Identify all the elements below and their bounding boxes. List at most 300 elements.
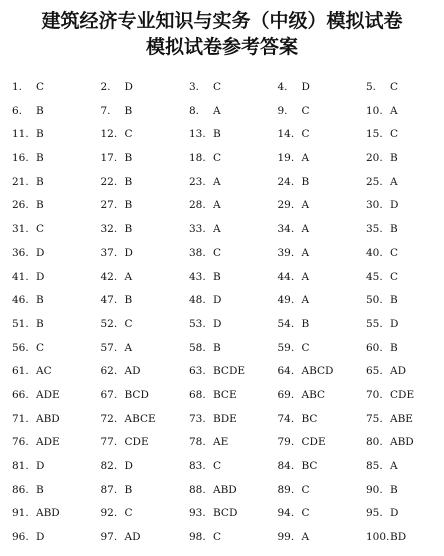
answer-item bbox=[189, 127, 271, 141]
answer-item bbox=[189, 341, 271, 355]
question-number: 2. bbox=[100, 81, 111, 93]
question-number: 80. bbox=[366, 436, 383, 449]
question-number: 25. bbox=[366, 175, 383, 188]
question-number: 77. bbox=[100, 436, 118, 449]
answer-item bbox=[101, 80, 183, 94]
answer-row bbox=[12, 80, 444, 104]
answer-item bbox=[101, 198, 183, 212]
answer-item bbox=[278, 151, 360, 165]
answer-item bbox=[12, 175, 94, 189]
answer-value: B bbox=[390, 341, 398, 354]
question-number: 59. bbox=[277, 341, 295, 354]
question-number: 100. bbox=[366, 531, 390, 544]
question-number: 38. bbox=[189, 246, 206, 259]
question-number: 66. bbox=[12, 388, 29, 401]
answer-value: D bbox=[124, 460, 133, 472]
answer-item bbox=[189, 151, 271, 165]
answer-item bbox=[189, 530, 271, 544]
answer-item bbox=[12, 80, 94, 94]
answer-item bbox=[278, 270, 360, 284]
answer-value: C bbox=[301, 507, 310, 520]
answer-value: A bbox=[301, 246, 310, 259]
answer-item bbox=[101, 388, 183, 402]
question-number: 81. bbox=[12, 460, 29, 472]
answer-value: B bbox=[36, 175, 44, 188]
answer-item bbox=[366, 270, 444, 284]
question-number: 79. bbox=[277, 436, 295, 449]
answer-item bbox=[278, 364, 360, 378]
answer-item bbox=[366, 459, 444, 473]
question-number: 40. bbox=[366, 246, 383, 259]
document-subtitle: 模拟试卷参考答案 bbox=[145, 36, 298, 58]
question-number: 46. bbox=[12, 294, 29, 307]
answer-value: BD bbox=[390, 531, 407, 544]
answer-item bbox=[278, 175, 360, 189]
question-number: 11. bbox=[12, 128, 29, 141]
answer-item bbox=[189, 364, 271, 378]
answer-item bbox=[278, 317, 360, 331]
question-number: 62. bbox=[100, 365, 118, 378]
question-number: 72. bbox=[100, 412, 118, 425]
question-number: 13. bbox=[189, 128, 206, 141]
answer-item bbox=[12, 246, 94, 260]
answer-row bbox=[12, 435, 444, 459]
answer-item bbox=[101, 459, 183, 473]
answer-grid bbox=[12, 80, 444, 554]
answer-item bbox=[12, 506, 94, 520]
answer-item bbox=[12, 198, 94, 212]
answer-item bbox=[12, 435, 94, 449]
answer-item bbox=[101, 104, 183, 118]
answer-item bbox=[101, 412, 183, 426]
answer-item bbox=[101, 127, 183, 141]
answer-value: C bbox=[36, 81, 45, 93]
answer-value: BC bbox=[301, 460, 318, 472]
answer-item bbox=[189, 293, 271, 307]
answer-item bbox=[101, 151, 183, 165]
question-number: 89. bbox=[277, 483, 295, 496]
question-number: 33. bbox=[189, 223, 206, 236]
answer-item bbox=[189, 435, 271, 449]
question-number: 93. bbox=[189, 507, 206, 520]
answer-value: B bbox=[124, 152, 133, 165]
question-number: 48. bbox=[189, 294, 206, 307]
answer-item bbox=[101, 293, 183, 307]
document-header bbox=[0, 8, 444, 60]
answer-item bbox=[366, 222, 444, 236]
answer-value: C bbox=[213, 81, 222, 93]
answer-value: B bbox=[301, 317, 310, 330]
answer-item bbox=[366, 412, 444, 426]
question-number: 31. bbox=[12, 223, 29, 236]
answer-value: D bbox=[124, 81, 133, 93]
answer-value: ABCE bbox=[124, 412, 156, 425]
answer-item bbox=[278, 104, 360, 118]
question-number: 12. bbox=[100, 128, 118, 141]
answer-value: AD bbox=[390, 365, 407, 378]
answer-value: ABD bbox=[36, 507, 60, 520]
answer-value: BCE bbox=[213, 388, 237, 401]
answer-value: A bbox=[301, 270, 310, 283]
question-number: 50. bbox=[366, 294, 383, 307]
answer-value: B bbox=[390, 223, 398, 236]
answer-item bbox=[278, 530, 360, 544]
answer-item bbox=[278, 127, 360, 141]
question-number: 36. bbox=[12, 246, 29, 259]
answer-item bbox=[366, 530, 444, 544]
answer-value: C bbox=[124, 507, 133, 520]
answer-value: ABC bbox=[301, 388, 326, 401]
answer-value: BCD bbox=[124, 388, 149, 401]
question-number: 64. bbox=[277, 365, 295, 378]
question-number: 18. bbox=[189, 152, 206, 165]
question-number: 88. bbox=[189, 483, 206, 496]
answer-value: B bbox=[390, 294, 398, 307]
answer-value: B bbox=[36, 294, 44, 307]
answer-item bbox=[278, 80, 360, 94]
answer-item bbox=[12, 127, 94, 141]
answer-item bbox=[12, 412, 94, 426]
answer-value: A bbox=[301, 531, 310, 544]
answer-value: A bbox=[301, 223, 310, 236]
question-number: 41. bbox=[12, 270, 29, 283]
answer-item bbox=[278, 293, 360, 307]
answer-value: ADE bbox=[36, 436, 60, 449]
answer-item bbox=[12, 104, 94, 118]
answer-row bbox=[12, 530, 444, 554]
question-number: 28. bbox=[189, 199, 206, 212]
answer-value: AD bbox=[124, 365, 141, 378]
answer-item bbox=[189, 270, 271, 284]
answer-value: C bbox=[213, 460, 222, 472]
answer-value: D bbox=[36, 531, 45, 544]
answer-row bbox=[12, 198, 444, 222]
answer-item bbox=[278, 435, 360, 449]
answer-item bbox=[366, 104, 444, 118]
answer-value: B bbox=[390, 483, 398, 496]
question-number: 84. bbox=[277, 460, 295, 472]
answer-value: BCDE bbox=[213, 365, 246, 378]
answer-value: C bbox=[390, 128, 399, 141]
question-number: 91. bbox=[12, 507, 29, 520]
answer-value: ABD bbox=[213, 483, 237, 496]
question-number: 96. bbox=[12, 531, 29, 544]
answer-item bbox=[12, 364, 94, 378]
question-number: 65. bbox=[366, 365, 383, 378]
answer-item bbox=[366, 127, 444, 141]
answer-item bbox=[12, 151, 94, 165]
question-number: 98. bbox=[189, 531, 206, 544]
question-number: 29. bbox=[277, 199, 295, 212]
answer-value: B bbox=[36, 104, 44, 117]
answer-item bbox=[189, 483, 271, 497]
answer-item bbox=[189, 388, 271, 402]
answer-value: AC bbox=[36, 365, 52, 378]
answer-item bbox=[101, 530, 183, 544]
answer-item bbox=[101, 222, 183, 236]
question-number: 5. bbox=[366, 81, 377, 93]
question-number: 43. bbox=[189, 270, 206, 283]
answer-value: D bbox=[390, 317, 399, 330]
question-number: 19. bbox=[277, 152, 295, 165]
question-number: 71. bbox=[12, 412, 29, 425]
answer-item bbox=[278, 222, 360, 236]
answer-row bbox=[12, 175, 444, 199]
answer-value: CDE bbox=[390, 388, 415, 401]
question-number: 1. bbox=[12, 81, 23, 93]
answer-item bbox=[101, 341, 183, 355]
answer-value: CDE bbox=[124, 436, 149, 449]
question-number: 9. bbox=[277, 104, 288, 117]
question-number: 24. bbox=[277, 175, 295, 188]
answer-value: D bbox=[36, 246, 45, 259]
answer-item bbox=[366, 317, 444, 331]
answer-item bbox=[101, 483, 183, 497]
answer-item bbox=[101, 270, 183, 284]
answer-item bbox=[189, 198, 271, 212]
answer-value: BDE bbox=[213, 412, 237, 425]
answer-row bbox=[12, 222, 444, 246]
question-number: 21. bbox=[12, 175, 29, 188]
question-number: 67. bbox=[100, 388, 118, 401]
answer-value: C bbox=[213, 246, 222, 259]
answer-value: D bbox=[390, 507, 399, 520]
answer-value: B bbox=[36, 152, 44, 165]
answer-value: C bbox=[301, 128, 310, 141]
answer-item bbox=[189, 412, 271, 426]
question-number: 22. bbox=[100, 175, 118, 188]
question-number: 10. bbox=[366, 104, 383, 117]
question-number: 82. bbox=[100, 460, 118, 472]
question-number: 37. bbox=[100, 246, 118, 259]
answer-value: C bbox=[301, 341, 310, 354]
answer-value: A bbox=[124, 270, 133, 283]
question-number: 39. bbox=[277, 246, 295, 259]
answer-value: D bbox=[213, 294, 222, 307]
answer-value: C bbox=[36, 341, 45, 354]
answer-row bbox=[12, 388, 444, 412]
question-number: 68. bbox=[189, 388, 206, 401]
answer-item bbox=[189, 80, 271, 94]
answer-item bbox=[366, 435, 444, 449]
answer-value: A bbox=[213, 199, 221, 212]
answer-value: AD bbox=[124, 531, 141, 544]
answer-item bbox=[366, 364, 444, 378]
answer-value: D bbox=[36, 270, 45, 283]
answer-value: AE bbox=[213, 436, 229, 449]
question-number: 60. bbox=[366, 341, 383, 354]
answer-value: A bbox=[213, 175, 221, 188]
answer-item bbox=[366, 293, 444, 307]
answer-item bbox=[366, 506, 444, 520]
question-number: 63. bbox=[189, 365, 206, 378]
answer-value: C bbox=[124, 317, 133, 330]
question-number: 45. bbox=[366, 270, 383, 283]
question-number: 55. bbox=[366, 317, 383, 330]
answer-row bbox=[12, 364, 444, 388]
answer-item bbox=[189, 104, 271, 118]
answer-value: D bbox=[213, 317, 222, 330]
answer-value: A bbox=[301, 294, 310, 307]
question-number: 20. bbox=[366, 152, 383, 165]
answer-value: D bbox=[36, 460, 45, 472]
answer-value: D bbox=[390, 199, 399, 212]
question-number: 15. bbox=[366, 128, 383, 141]
question-number: 54. bbox=[277, 317, 295, 330]
answer-value: D bbox=[124, 246, 133, 259]
answer-item bbox=[278, 341, 360, 355]
question-number: 58. bbox=[189, 341, 206, 354]
answer-item bbox=[12, 317, 94, 331]
question-number: 52. bbox=[100, 317, 118, 330]
answer-row bbox=[12, 293, 444, 317]
question-number: 8. bbox=[189, 104, 200, 117]
question-number: 87. bbox=[100, 483, 118, 496]
question-number: 4. bbox=[277, 81, 288, 93]
answer-item bbox=[366, 483, 444, 497]
answer-item bbox=[189, 222, 271, 236]
answer-value: D bbox=[301, 81, 310, 93]
answer-value: A bbox=[390, 460, 398, 472]
answer-item bbox=[12, 341, 94, 355]
answer-value: ABD bbox=[36, 412, 60, 425]
answer-value: B bbox=[124, 223, 133, 236]
answer-item bbox=[12, 222, 94, 236]
answer-value: B bbox=[213, 128, 221, 141]
question-number: 97. bbox=[100, 531, 118, 544]
answer-item bbox=[189, 459, 271, 473]
answer-value: A bbox=[301, 199, 310, 212]
question-number: 94. bbox=[277, 507, 295, 520]
answer-value: B bbox=[124, 175, 133, 188]
answer-item bbox=[12, 530, 94, 544]
answer-value: ABD bbox=[390, 436, 414, 449]
question-number: 34. bbox=[277, 223, 295, 236]
question-number: 73. bbox=[189, 412, 206, 425]
answer-value: ABE bbox=[390, 412, 413, 425]
answer-item bbox=[278, 483, 360, 497]
question-number: 35. bbox=[366, 223, 383, 236]
answer-row bbox=[12, 246, 444, 270]
answer-item bbox=[189, 317, 271, 331]
question-number: 78. bbox=[189, 436, 206, 449]
question-number: 51. bbox=[12, 317, 29, 330]
answer-item bbox=[101, 175, 183, 189]
answer-value: B bbox=[36, 317, 44, 330]
question-number: 70. bbox=[366, 388, 383, 401]
answer-value: B bbox=[213, 270, 221, 283]
answer-item bbox=[278, 198, 360, 212]
answer-row bbox=[12, 341, 444, 365]
answer-value: B bbox=[124, 199, 133, 212]
question-number: 42. bbox=[100, 270, 118, 283]
question-number: 14. bbox=[277, 128, 295, 141]
answer-item bbox=[278, 459, 360, 473]
answer-row bbox=[12, 151, 444, 175]
question-number: 86. bbox=[12, 483, 29, 496]
question-number: 7. bbox=[100, 104, 111, 117]
answer-value: A bbox=[390, 104, 398, 117]
answer-value: A bbox=[213, 104, 221, 117]
answer-value: BCD bbox=[213, 507, 238, 520]
answer-value: C bbox=[213, 531, 222, 544]
answer-value: C bbox=[301, 104, 310, 117]
answer-item bbox=[278, 388, 360, 402]
answer-item bbox=[12, 483, 94, 497]
answer-value: C bbox=[390, 81, 399, 93]
answer-item bbox=[366, 151, 444, 165]
question-number: 47. bbox=[100, 294, 118, 307]
question-number: 92. bbox=[100, 507, 118, 520]
answer-value: B bbox=[390, 152, 398, 165]
answer-item bbox=[12, 388, 94, 402]
answer-row bbox=[12, 506, 444, 530]
answer-item bbox=[278, 506, 360, 520]
answer-item bbox=[12, 459, 94, 473]
answer-value: C bbox=[390, 246, 399, 259]
answer-value: B bbox=[124, 104, 133, 117]
question-number: 30. bbox=[366, 199, 383, 212]
answer-item bbox=[189, 246, 271, 260]
answer-item bbox=[366, 175, 444, 189]
answer-item bbox=[366, 246, 444, 260]
answer-value: A bbox=[301, 152, 310, 165]
answer-value: C bbox=[213, 152, 222, 165]
answer-value: CDE bbox=[301, 436, 326, 449]
question-number: 27. bbox=[100, 199, 118, 212]
answer-item bbox=[189, 506, 271, 520]
question-number: 83. bbox=[189, 460, 206, 472]
answer-row bbox=[12, 127, 444, 151]
question-number: 49. bbox=[277, 294, 295, 307]
answer-item bbox=[366, 341, 444, 355]
answer-value: C bbox=[390, 270, 399, 283]
question-number: 3. bbox=[189, 81, 200, 93]
answer-value: C bbox=[124, 128, 133, 141]
answer-item bbox=[12, 293, 94, 307]
answer-item bbox=[101, 364, 183, 378]
answer-item bbox=[101, 506, 183, 520]
answer-item bbox=[101, 246, 183, 260]
question-number: 56. bbox=[12, 341, 29, 354]
answer-row bbox=[12, 317, 444, 341]
answer-row bbox=[12, 483, 444, 507]
question-number: 69. bbox=[277, 388, 295, 401]
answer-value: ADE bbox=[36, 388, 60, 401]
answer-value: A bbox=[390, 175, 398, 188]
answer-item bbox=[189, 175, 271, 189]
answer-value: B bbox=[36, 483, 44, 496]
answer-row bbox=[12, 412, 444, 436]
question-number: 95. bbox=[366, 507, 383, 520]
question-number: 44. bbox=[277, 270, 295, 283]
question-number: 16. bbox=[12, 152, 29, 165]
answer-item bbox=[366, 80, 444, 94]
question-number: 6. bbox=[12, 104, 23, 117]
answer-item bbox=[366, 388, 444, 402]
question-number: 99. bbox=[277, 531, 295, 544]
answer-value: B bbox=[124, 294, 133, 307]
answer-value: B bbox=[301, 175, 310, 188]
answer-value: B bbox=[36, 199, 44, 212]
answer-value: C bbox=[36, 223, 45, 236]
question-number: 75. bbox=[366, 412, 383, 425]
question-number: 90. bbox=[366, 483, 383, 496]
question-number: 26. bbox=[12, 199, 29, 212]
answer-row bbox=[12, 270, 444, 294]
question-number: 61. bbox=[12, 365, 29, 378]
answer-row bbox=[12, 104, 444, 128]
